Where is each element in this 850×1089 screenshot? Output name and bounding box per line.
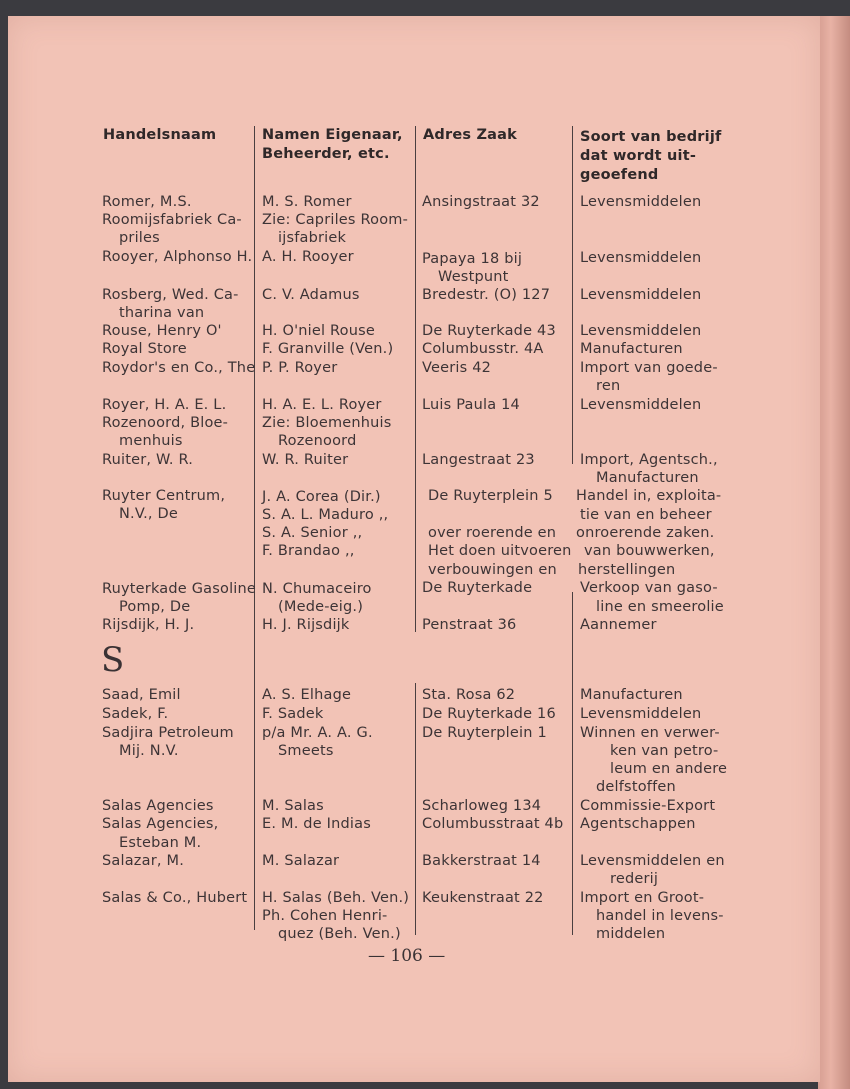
business-cell: Levensmiddelen en — [580, 853, 725, 869]
business-cell: Commissie-Export — [580, 798, 716, 814]
header-address: Adres Zaak — [423, 127, 517, 143]
address-cell: De Ruyterkade — [422, 580, 533, 596]
business-cell: van bouwwerken, — [584, 543, 715, 559]
business-cell: Handel in, exploita- — [576, 488, 722, 504]
address-cell: Luis Paula 14 — [422, 397, 520, 413]
business-cell: Agentschappen — [580, 816, 696, 832]
address-cell: verbouwingen en — [428, 562, 557, 578]
owner-cell: E. M. de Indias — [262, 816, 371, 832]
owner-cell: J. A. Corea (Dir.) — [262, 489, 381, 505]
owner-cell: S. A. Senior ,, — [262, 525, 363, 541]
name-cell: Royal Store — [102, 341, 187, 357]
address-cell: Scharloweg 134 — [422, 798, 542, 814]
name-cell: Pomp, De — [119, 599, 191, 615]
business-cell: Aannemer — [580, 617, 657, 633]
name-cell: Rooyer, Alphonso H. — [102, 249, 253, 265]
column-rule — [415, 126, 416, 632]
address-cell: Penstraat 36 — [422, 617, 517, 633]
address-cell: Veeris 42 — [422, 360, 492, 376]
address-cell: Langestraat 23 — [422, 452, 535, 468]
business-cell: Levensmiddelen — [580, 287, 702, 303]
address-cell: De Ruyterplein 1 — [422, 725, 547, 741]
address-cell: Sta. Rosa 62 — [422, 687, 516, 703]
owner-cell: F. Brandao ,, — [262, 543, 355, 559]
page-number: — 106 — — [368, 946, 446, 966]
address-cell: Papaya 18 bij — [422, 251, 523, 267]
owner-cell: W. R. Ruiter — [262, 452, 349, 468]
column-rule — [254, 126, 255, 930]
owner-cell: P. P. Royer — [262, 360, 338, 376]
name-cell: Ruyterkade Gasoline — [102, 581, 257, 597]
business-cell: ken van petro- — [610, 743, 719, 759]
name-cell: tharina van — [119, 305, 205, 321]
business-cell: ren — [596, 378, 621, 394]
name-cell: Sadjira Petroleum — [102, 725, 234, 741]
name-cell: Ruiter, W. R. — [102, 452, 194, 468]
address-cell: Westpunt — [438, 269, 509, 285]
owner-cell: Smeets — [278, 743, 334, 759]
name-cell: Salas Agencies, — [102, 816, 219, 832]
business-cell: middelen — [596, 926, 666, 942]
owner-cell: (Mede-eig.) — [278, 599, 364, 615]
owner-cell: C. V. Adamus — [262, 287, 360, 303]
name-cell: Rozenoord, Bloe- — [102, 415, 229, 431]
address-cell: Bredestr. (O) 127 — [422, 287, 551, 303]
owner-cell: Zie: Bloemenhuis — [262, 415, 392, 431]
section-letter: S — [101, 640, 125, 680]
name-cell: Salas Agencies — [102, 798, 214, 814]
name-cell: priles — [119, 230, 160, 246]
column-rule — [415, 683, 416, 935]
owner-cell: F. Granville (Ven.) — [262, 341, 394, 357]
name-cell: Ruyter Centrum, — [102, 488, 226, 504]
name-cell: Salas & Co., Hubert — [102, 890, 248, 906]
owner-cell: H. O'niel Rouse — [262, 323, 376, 339]
owner-cell: A. H. Rooyer — [262, 249, 354, 265]
name-cell: Roomijsfabriek Ca- — [102, 212, 242, 228]
business-cell: Levensmiddelen — [580, 397, 702, 413]
header-business-line1: Soort van bedrijf — [580, 129, 722, 145]
business-cell: Levensmiddelen — [580, 194, 702, 210]
owner-cell: p/a Mr. A. A. G. — [262, 725, 373, 741]
business-cell: herstellingen — [578, 562, 676, 578]
address-cell: Het doen uitvoeren — [428, 543, 572, 559]
owner-cell: F. Sadek — [262, 706, 324, 722]
owner-cell: M. Salas — [262, 798, 324, 814]
name-cell: Rosberg, Wed. Ca- — [102, 287, 239, 303]
business-cell: Levensmiddelen — [580, 250, 702, 266]
business-cell: Manufacturen — [596, 470, 699, 486]
column-rule — [572, 126, 573, 464]
address-cell: De Ruyterkade 43 — [422, 323, 556, 339]
business-cell: Import, Agentsch., — [580, 452, 718, 468]
business-cell: onroerende zaken. — [576, 525, 715, 541]
header-business-line3: geoefend — [580, 167, 659, 183]
business-cell: Manufacturen — [580, 341, 683, 357]
name-cell: Mij. N.V. — [119, 743, 179, 759]
address-cell: Ansingstraat 32 — [422, 194, 540, 210]
address-cell: Columbusstraat 4b — [422, 816, 564, 832]
owner-cell: H. A. E. L. Royer — [262, 397, 382, 413]
header-business-line2: dat wordt uit- — [580, 148, 697, 164]
owner-cell: H. Salas (Beh. Ven.) — [262, 890, 410, 906]
address-cell: Bakkerstraat 14 — [422, 853, 541, 869]
business-cell: leum en andere — [610, 761, 728, 777]
address-cell: over roerende en — [428, 525, 557, 541]
business-cell: Import en Groot- — [580, 890, 705, 906]
business-cell: delfstoffen — [596, 779, 676, 795]
owner-cell: Ph. Cohen Henri- — [262, 908, 388, 924]
owner-cell: ijsfabriek — [278, 230, 347, 246]
business-cell: Verkoop van gaso- — [580, 580, 718, 596]
address-cell: Keukenstraat 22 — [422, 890, 544, 906]
page-edge — [818, 16, 850, 1089]
business-cell: rederij — [610, 871, 659, 887]
name-cell: Romer, M.S. — [102, 194, 192, 210]
name-cell: Sadek, F. — [102, 706, 169, 722]
owner-cell: H. J. Rijsdijk — [262, 617, 350, 633]
business-cell: tie van en beheer — [580, 507, 712, 523]
owner-cell: quez (Beh. Ven.) — [278, 926, 401, 942]
business-cell: Levensmiddelen — [580, 706, 702, 722]
header-name: Handelsnaam — [103, 127, 217, 143]
owner-cell: Rozenoord — [278, 433, 357, 449]
owner-cell: M. Salazar — [262, 853, 340, 869]
header-owner-line1: Namen Eigenaar, — [262, 127, 403, 143]
business-cell: Winnen en verwer- — [580, 725, 720, 741]
name-cell: menhuis — [119, 433, 183, 449]
business-cell: handel in levens- — [596, 908, 724, 924]
name-cell: N.V., De — [119, 506, 179, 522]
address-cell: De Ruyterkade 16 — [422, 706, 556, 722]
name-cell: Roydor's en Co., The — [102, 360, 256, 376]
name-cell: Royer, H. A. E. L. — [102, 397, 227, 413]
column-rule — [572, 592, 573, 935]
name-cell: Esteban M. — [119, 835, 202, 851]
owner-cell: N. Chumaceiro — [262, 581, 372, 597]
header-owner-line2: Beheerder, etc. — [262, 146, 390, 162]
name-cell: Saad, Emil — [102, 687, 181, 703]
business-cell: line en smeerolie — [596, 599, 724, 615]
owner-cell: A. S. Elhage — [262, 687, 352, 703]
business-cell: Levensmiddelen — [580, 323, 702, 339]
name-cell: Rouse, Henry O' — [102, 323, 222, 339]
owner-cell: S. A. L. Maduro ,, — [262, 507, 389, 523]
address-cell: De Ruyterplein 5 — [428, 488, 553, 504]
name-cell: Rijsdijk, H. J. — [102, 617, 195, 633]
business-cell: Import van goede- — [580, 360, 718, 376]
address-cell: Columbusstr. 4A — [422, 341, 544, 357]
name-cell: Salazar, M. — [102, 853, 184, 869]
owner-cell: Zie: Capriles Room- — [262, 212, 409, 228]
business-cell: Manufacturen — [580, 687, 683, 703]
owner-cell: M. S. Romer — [262, 194, 352, 210]
